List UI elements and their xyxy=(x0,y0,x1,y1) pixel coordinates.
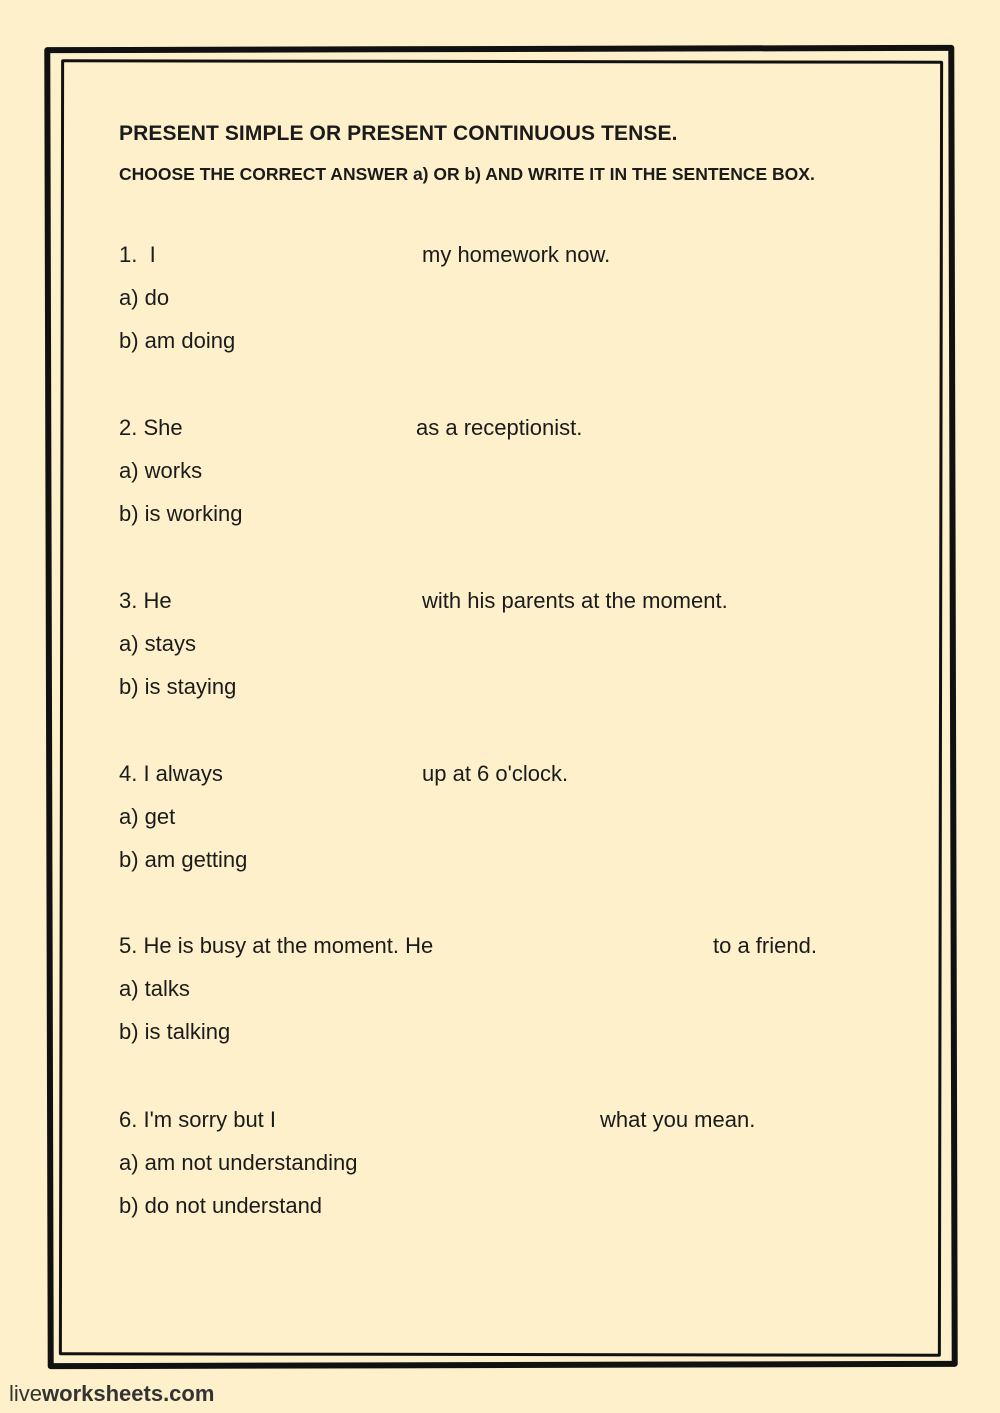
answer-box[interactable] xyxy=(301,1103,591,1135)
answer-box[interactable] xyxy=(245,757,413,789)
sentence-start: 4. I always xyxy=(119,761,223,786)
answer-box[interactable] xyxy=(487,929,703,961)
sentence-line xyxy=(119,759,899,802)
sentence-start: 6. I'm sorry but I xyxy=(119,1107,277,1132)
brand-light: live xyxy=(9,1381,43,1406)
worksheet-content xyxy=(119,118,899,1218)
sentence-line xyxy=(119,586,899,629)
sentence-start: 3. He xyxy=(119,588,172,613)
option-b: b) is working xyxy=(119,501,243,526)
question-5 xyxy=(119,931,899,1060)
worksheet-instructions: CHOOSE THE CORRECT ANSWER a) OR b) AND WRITE IT IN THE SENTENCE BOX. xyxy=(119,164,815,184)
question-6 xyxy=(119,1105,899,1234)
sentence-line xyxy=(119,1105,899,1148)
sentence-line xyxy=(119,413,899,456)
brand-bold: worksheets.com xyxy=(42,1381,215,1406)
option-a: a) am not understanding xyxy=(119,1150,358,1175)
sentence-start: 5. He is busy at the moment. He xyxy=(119,933,434,958)
option-b: b) am doing xyxy=(119,328,236,353)
sentence-end: with his parents at the moment. xyxy=(422,588,728,613)
option-a: a) stays xyxy=(119,631,197,656)
sentence-end: to a friend. xyxy=(713,933,817,958)
option-b: b) am getting xyxy=(119,847,248,872)
sentence-end: as a receptionist. xyxy=(416,415,583,440)
worksheet-title: PRESENT SIMPLE OR PRESENT CONTINUOUS TENSE. xyxy=(119,122,678,145)
sentence-end: my homework now. xyxy=(422,242,611,267)
answer-box[interactable] xyxy=(185,584,413,616)
option-a: a) get xyxy=(119,804,176,829)
sentence-line xyxy=(119,240,899,283)
sentence-end: what you mean. xyxy=(600,1107,756,1132)
question-3 xyxy=(119,586,899,715)
sentence-end: up at 6 o'clock. xyxy=(422,761,569,786)
option-a: a) works xyxy=(119,458,203,483)
option-a: a) do xyxy=(119,285,170,310)
answer-box[interactable] xyxy=(161,238,413,270)
question-2 xyxy=(119,413,899,542)
sentence-start: 1. I xyxy=(119,242,156,267)
question-4 xyxy=(119,759,899,888)
option-b: b) do not understand xyxy=(119,1193,323,1218)
liveworksheets-logo xyxy=(9,1381,214,1407)
sentence-line xyxy=(119,931,899,974)
sentence-start: 2. She xyxy=(119,415,183,440)
option-a: a) talks xyxy=(119,976,190,1001)
option-b: b) is staying xyxy=(119,674,237,699)
option-b: b) is talking xyxy=(119,1019,231,1044)
question-1 xyxy=(119,240,899,369)
answer-box[interactable] xyxy=(193,411,407,443)
